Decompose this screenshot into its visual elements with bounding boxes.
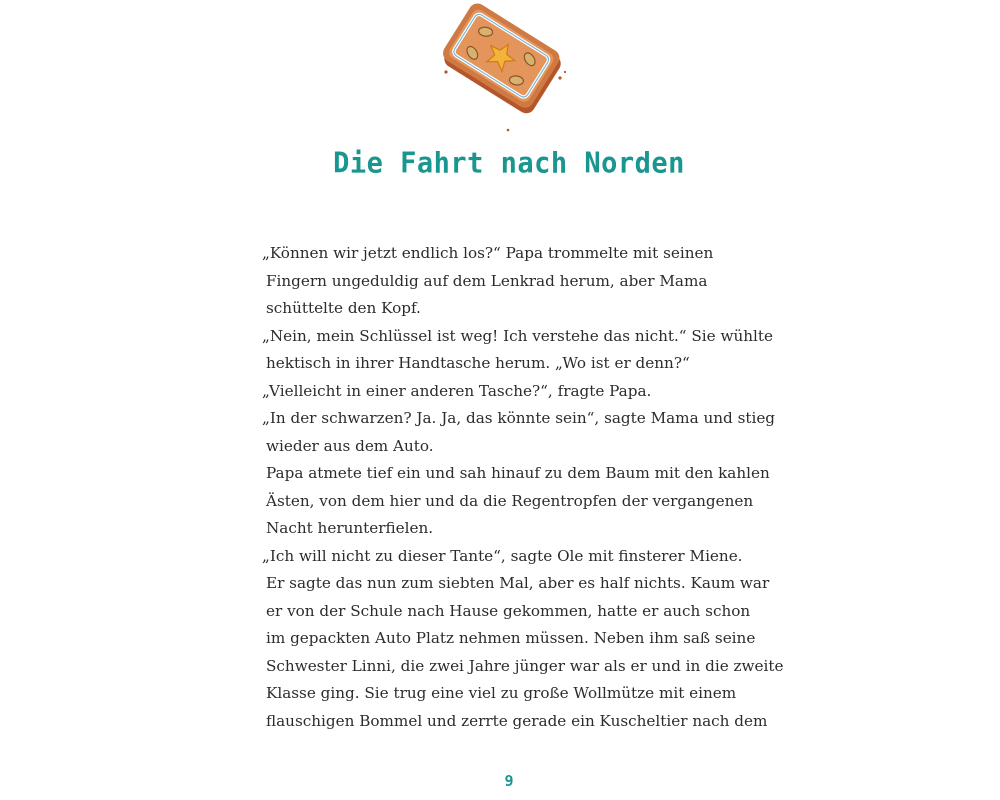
text-line: „Vielleicht in einer anderen Tasche?“, fragte Papa. bbox=[262, 381, 652, 400]
text-line: hektisch in ihrer Handtasche herum. „Wo ist er denn?“ bbox=[266, 354, 690, 372]
text-line: schüttelte den Kopf. bbox=[266, 299, 421, 317]
text-line: Er sagte das nun zum siebten Mal, aber es half nichts. Kaum war bbox=[266, 574, 770, 592]
text-line: Klasse ging. Sie trug eine viel zu große Wollmütze mit einem bbox=[266, 684, 737, 702]
text-line: er von der Schule nach Hause gekommen, hatte er auch schon bbox=[266, 601, 751, 620]
text-line: Papa atmete tief ein und sah hinauf zu dem Baum mit den kahlen bbox=[266, 464, 770, 482]
text-line: im gepackten Auto Platz nehmen müssen. Neben ihm saß seine bbox=[266, 629, 756, 647]
text-line: „In der schwarzen? Ja. Ja, das könnte sein“, sagte Mama und stieg bbox=[262, 409, 776, 427]
body-text bbox=[262, 240, 782, 735]
text-line: Fingern ungeduldig auf dem Lenkrad herum, aber Mama bbox=[266, 271, 708, 290]
text-line: wieder aus dem Auto. bbox=[266, 436, 434, 455]
text-line: „Nein, mein Schlüssel ist weg! Ich verstehe das nicht.“ Sie wühlte bbox=[262, 326, 773, 345]
text-line: Nacht herunterfielen. bbox=[266, 519, 434, 537]
gingerbread-cookie-icon bbox=[420, 0, 580, 135]
chapter-title: Die Fahrt nach Norden bbox=[333, 147, 685, 180]
text-line: „Können wir jetzt endlich los?“ Papa trommelte mit seinen bbox=[262, 244, 714, 262]
text-line: Schwester Linni, die zwei Jahre jünger war als er und in die zweite bbox=[266, 656, 784, 675]
text-line: Ästen, von dem hier und da die Regentropfen der vergangenen bbox=[266, 491, 754, 510]
text-line: „Ich will nicht zu dieser Tante“, sagte Ole mit finsterer Miene. bbox=[262, 546, 743, 565]
text-line: flauschigen Bommel und zerrte gerade ein Kuscheltier nach dem bbox=[266, 711, 768, 730]
page-number: 9 bbox=[504, 772, 514, 790]
